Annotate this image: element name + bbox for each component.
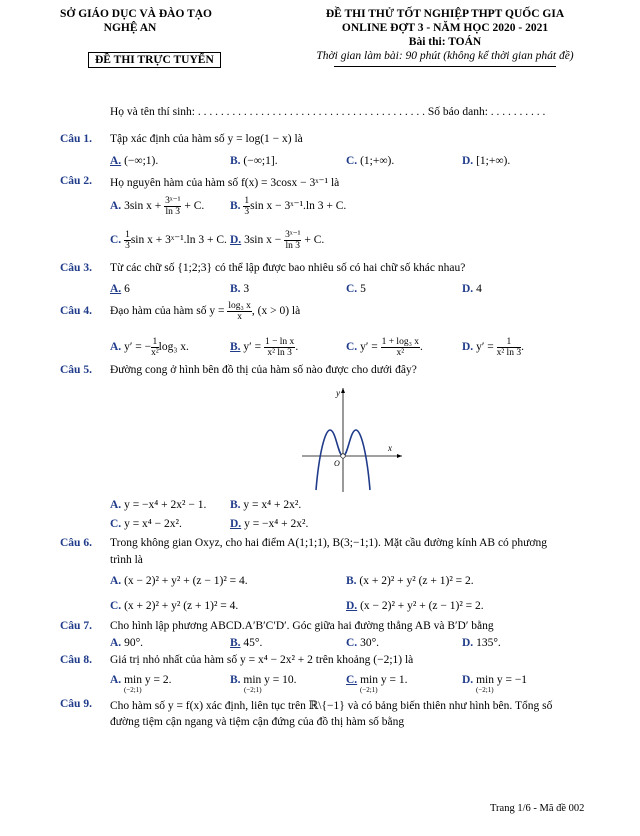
answer-a: A. y = −x⁴ + 2x² − 1. xyxy=(110,499,207,511)
answer-d: D. 3sin x − $\frac{\text{3ˣ⁻¹}}{\ln 3}$ + C. xyxy=(230,230,325,251)
province-name: NGHỆ AN xyxy=(103,22,157,34)
question-label: Câu 1. xyxy=(60,133,92,145)
answer-a: A. min y = 2. xyxy=(110,674,172,686)
answer-a: A. y′ = − $\frac{1}{\text{x²}}$ log₃ x. xyxy=(110,337,189,358)
answer-a: A. (−∞;1). xyxy=(110,155,159,167)
student-info-line: Họ và tên thí sinh: . . . . . . . . . . . . . . . . . . . . . . . . . . . . . . . . . . . . . . . . Số báo danh: . . . . . . . . . . xyxy=(110,106,546,118)
answer-c: C. (1;+∞). xyxy=(346,155,395,167)
online-exam-badge: ĐỀ THI TRỰC TUYẾN xyxy=(88,54,221,66)
page-footer: Trang 1/6 - Mã đề 002 xyxy=(490,803,585,814)
question-text: Giá trị nhỏ nhất của hàm số y = x⁴ − 2x² + 2 trên khoảng (−2;1) là xyxy=(110,654,414,666)
question-text: Tập xác định của hàm số y = log(1 − x) là xyxy=(110,133,303,145)
answer-a: A. (x − 2)² + y² + (z − 1)² = 4. xyxy=(110,575,248,587)
answer-c: C. y = x⁴ − 2x². xyxy=(110,518,182,530)
function-graph xyxy=(298,384,408,494)
question-label: Câu 4. xyxy=(60,305,92,317)
origin-label: O xyxy=(334,459,340,468)
exam-duration: Thời gian làm bài: 90 phút (không kể thời gian phát đề) xyxy=(316,50,574,62)
answer-b: B. y = x⁴ + 2x². xyxy=(230,499,302,511)
question-label: Câu 8. xyxy=(60,654,92,666)
answer-d: D. 4 xyxy=(462,283,482,295)
answer-d: D. y′ = $\frac{1}{\text{x² ln 3}}$ . xyxy=(462,337,524,358)
question-label: Câu 3. xyxy=(60,262,92,274)
answer-b: B. (−∞;1]. xyxy=(230,155,278,167)
answer-d: D. y = −x⁴ + 2x². xyxy=(230,518,309,530)
y-axis-arrow xyxy=(341,388,345,393)
question-text: Cho hàm số y = f(x) xác định, liên tục trên ℝ\{−1} và có bảng biến thiên như hình bên. Tổng số xyxy=(110,700,553,712)
question-text-cont: trình là xyxy=(110,554,143,566)
answer-b: B. (x + 2)² + y² (z + 1)² = 2. xyxy=(346,575,474,587)
question-text: Từ các chữ số {1;2;3} có thể lập được bao nhiêu số có hai chữ số khác nhau? xyxy=(110,262,466,274)
answer-a: A. 90°. xyxy=(110,637,144,649)
exam-subtitle: ONLINE ĐỢT 3 - NĂM HỌC 2020 - 2021 xyxy=(341,22,549,34)
question-text: Họ nguyên hàm của hàm số f(x) = 3cosx − 3ˣ⁻¹ là xyxy=(110,177,340,189)
answer-b: B. y′ = $\frac{\text{1 − ln x}}{\text{x² ln 3}}$ . xyxy=(230,337,299,358)
answer-c: C. min y = 1. xyxy=(346,674,408,686)
question-text: Trong không gian Oxyz, cho hai điểm A(1;1;1), B(3;−1;1). Mặt cầu đường kính AB có phương xyxy=(110,537,547,549)
question-label: Câu 6. xyxy=(60,537,92,549)
origin-dot xyxy=(341,454,345,458)
interval-subscript: (−2;1) xyxy=(244,686,262,694)
answer-c: C. y′ = $\frac{\text{1 + log₃ x}}{\text{x²}}$ . xyxy=(346,337,423,358)
answer-c: C. $\frac{1}{3}$ sin x + 3ˣ⁻¹.ln 3 + C. xyxy=(110,230,227,251)
interval-subscript: (−2;1) xyxy=(476,686,494,694)
answer-b: B. min y = 10. xyxy=(230,674,297,686)
x-axis-label: x xyxy=(388,443,392,453)
question-text: Đạo hàm của hàm số y = $\frac{\text{log₃ x}}{x}$ , (x > 0) là xyxy=(110,301,301,322)
exam-title: ĐỀ THI THỬ TỐT NGHIỆP THPT QUỐC GIA xyxy=(325,8,565,20)
question-text: Đường cong ở hình bên đồ thị của hàm số nào được cho dưới đây? xyxy=(110,364,417,376)
question-label: Câu 2. xyxy=(60,175,92,187)
question-text-cont: đường tiệm cận ngang và tiệm cận đứng của đồ thị hàm số bằng xyxy=(110,716,405,728)
answer-a: A. 3sin x + $\frac{\text{3ˣ⁻¹}}{\ln 3}$ + C. xyxy=(110,196,205,217)
answer-b: B. 45°. xyxy=(230,637,263,649)
answer-a: A. 6 xyxy=(110,283,130,295)
question-label: Câu 7. xyxy=(60,620,92,632)
y-axis-label: y xyxy=(336,388,340,398)
answer-d: D. 135°. xyxy=(462,637,501,649)
interval-subscript: (−2;1) xyxy=(360,686,378,694)
header-rule xyxy=(334,66,556,67)
dept-name: SỞ GIÁO DỤC VÀ ĐÀO TẠO xyxy=(60,8,212,20)
answer-c: C. 5 xyxy=(346,283,366,295)
answer-b: B. 3 xyxy=(230,283,250,295)
answer-c: C. 30°. xyxy=(346,637,380,649)
x-axis-arrow xyxy=(397,454,402,458)
exam-subject: Bài thi: TOÁN xyxy=(408,36,482,48)
question-text: Cho hình lập phương ABCD.A′B′C′D′. Góc giữa hai đường thẳng AB và B′D′ bằng xyxy=(110,620,494,632)
answer-b: B. $\frac{1}{3}$ sin x − 3ˣ⁻¹.ln 3 + C. xyxy=(230,196,347,217)
interval-subscript: (−2;1) xyxy=(124,686,142,694)
question-label: Câu 9. xyxy=(60,698,92,710)
answer-d: D. (x − 2)² + y² + (z − 1)² = 2. xyxy=(346,600,484,612)
answer-d: D. min y = −1 xyxy=(462,674,528,686)
question-label: Câu 5. xyxy=(60,364,92,376)
answer-d: D. [1;+∞). xyxy=(462,155,511,167)
answer-c: C. (x + 2)² + y² (z + 1)² = 4. xyxy=(110,600,239,612)
